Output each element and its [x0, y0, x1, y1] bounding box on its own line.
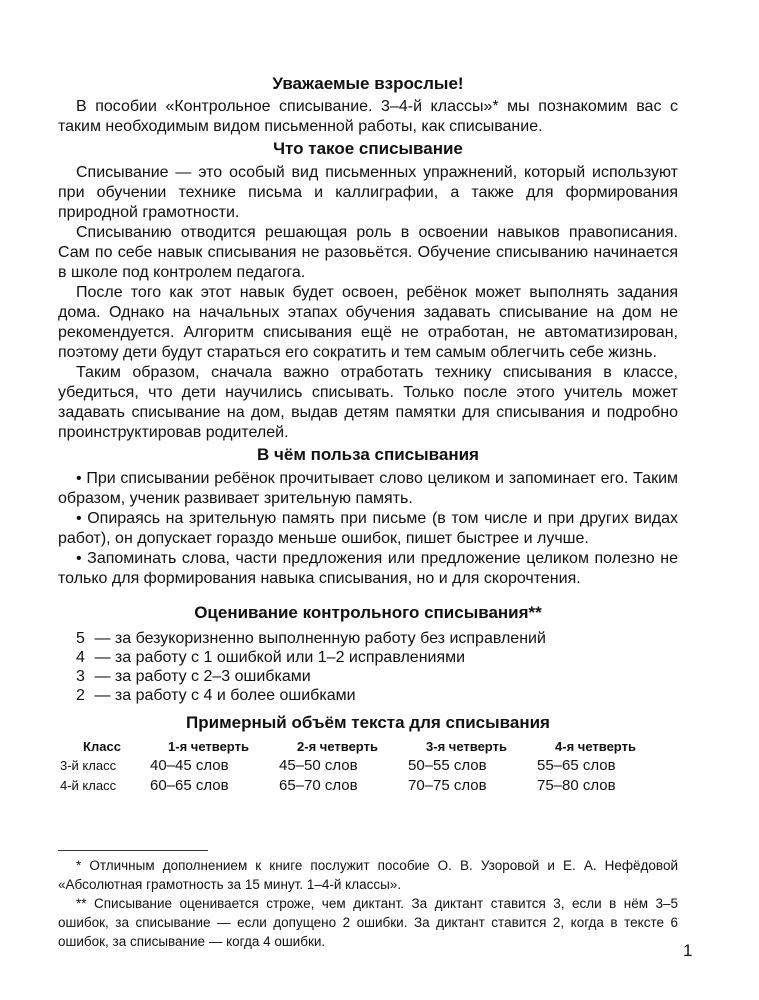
grading-item — [76, 667, 678, 686]
table-header-row — [60, 737, 660, 756]
table-cell: 70–75 слов — [408, 777, 487, 794]
table-cell: 55–65 слов — [537, 757, 616, 774]
volume-heading: Примерный объём текста для списывания — [186, 713, 550, 732]
what-is-paragraph-2: Списыванию отводится решающая роль в освоении навыков правописания. Сам по себе навык списывания не разовьётся. Обучение списыванию начинается в школе под контролем педагога. — [58, 224, 678, 281]
grade-description: — за работу с 4 и более ошибками — [94, 687, 356, 704]
grade-value: 4 — [76, 649, 85, 666]
grade-description: — за работу с 1 ошибкой или 1–2 исправлениями — [94, 649, 466, 666]
volume-table — [60, 737, 660, 796]
intro-text: В пособии «Контрольное списывание. 3–4-й классы»* мы познакомим вас с таким необходимым видом письменной работы, как списывание. — [58, 98, 678, 135]
table-row — [60, 776, 660, 796]
table-cell: 65–70 слов — [279, 777, 358, 794]
column-header: 4-я четверть — [555, 739, 636, 754]
grade-value: 2 — [76, 687, 85, 704]
table-cell-class: 4-й класс — [60, 778, 117, 793]
grading-list — [76, 629, 678, 705]
intro-heading: Уважаемые взрослые! — [272, 74, 464, 93]
table-cell: 40–45 слов — [150, 757, 229, 774]
grading-item — [76, 648, 678, 667]
page-number: 1 — [683, 941, 693, 960]
table-cell: 75–80 слов — [537, 777, 616, 794]
table-cell-class: 3-й класс — [60, 758, 117, 773]
table-cell: 50–55 слов — [408, 757, 487, 774]
column-header: 1-я четверть — [168, 739, 249, 754]
column-header: Класс — [83, 739, 121, 754]
footnote-2: ** Списывание оценивается строже, чем диктант. За диктант ставится 3, если в нём 3–5 ошибок, за списывание — если допущено 2 ошибки. За диктант ставится 2, когда в тексте 6 ошибок, за списывание — когда 4 ошибки. — [58, 896, 678, 949]
table-cell: 60–65 слов — [150, 777, 229, 794]
grading-heading: Оценивание контрольного списывания** — [194, 603, 542, 622]
what-is-paragraph-4: Таким образом, сначала важно отработать технику списывания в классе, убедиться, что дети научились списывать. Только после этого учитель может задавать списывание на дом, выдав детям памятки для списывания и подробно проинструктировав родителей. — [58, 364, 678, 441]
grade-description: — за безукоризненно выполненную работу без исправлений — [94, 630, 546, 647]
benefits-item-3: • Запоминать слова, части предложения или предложение целиком полезно не только для формирования навыка списывания, но и для скорочтения. — [58, 550, 678, 587]
benefits-heading: В чём польза списывания — [257, 445, 479, 464]
what-is-paragraph-3: После того как этот навык будет освоен, ребёнок может выполнять задания дома. Однако на начальных этапах обучения задавать списывание на дом не рекомендуется. Алгоритм списывания ещё не отработан, не автоматизирован, поэтому дети будут стараться его сократить и тем самым облегчить себе жизнь. — [58, 284, 678, 361]
table-row — [60, 756, 660, 776]
footnote-1: * Отличным дополнением к книге послужит пособие О. В. Узоровой и Е. А. Нефёдовой «Абсолютная грамотность за 15 минут. 1–4-й классы». — [58, 858, 678, 892]
grading-item — [76, 686, 678, 705]
table-cell: 45–50 слов — [279, 757, 358, 774]
benefits-item-1: • При списывании ребёнок прочитывает слово целиком и запоминает его. Таким образом, ученик развивает зрительную память. — [58, 470, 678, 507]
grade-value: 3 — [76, 668, 85, 685]
column-header: 3-я четверть — [426, 739, 507, 754]
what-is-heading: Что такое списывание — [273, 139, 463, 158]
grade-value: 5 — [76, 630, 85, 647]
benefits-item-2: • Опираясь на зрительную память при письме (в том числе и при других видах работ), он допускает гораздо меньше ошибок, пишет быстрее и лучше. — [58, 510, 678, 547]
column-header: 2-я четверть — [297, 739, 378, 754]
footnotes — [58, 856, 678, 951]
main-content — [58, 74, 678, 796]
footnote-divider — [58, 850, 208, 851]
what-is-paragraph-1: Списывание — это особый вид письменных упражнений, который используют при обучении технике письма и каллиграфии, а также для формирования природной грамотности. — [58, 164, 678, 221]
grade-description: — за работу с 2–3 ошибками — [94, 668, 311, 685]
grading-item — [76, 629, 678, 648]
